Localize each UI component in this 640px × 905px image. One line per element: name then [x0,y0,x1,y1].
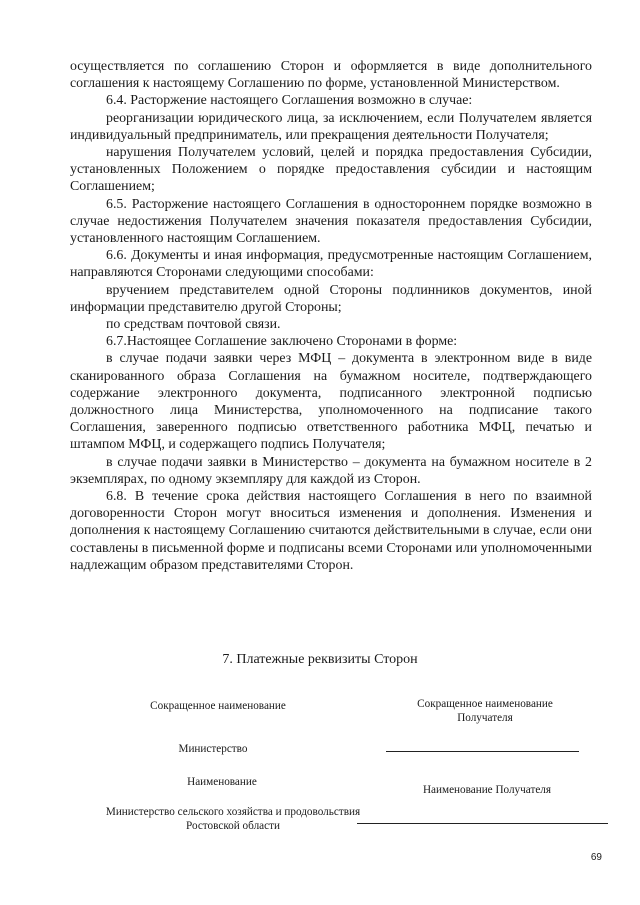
paragraph: нарушения Получателем условий, целей и порядка предоставления Субсидии, установленных Положением о порядке предоставления субсидии и настоящим Соглашением; [70,145,592,195]
recipient-short-name-blank-line [386,751,579,752]
section-title: 7. Платежные реквизиты Сторон [222,652,418,667]
left-short-name-value: Министерство [178,743,248,755]
agreement-body-text [70,58,592,574]
page-number: 69 [590,852,602,863]
paragraph: вручением представителем одной Стороны подлинников документов, иной информации представителю другой Стороны; [70,282,592,315]
paragraph: 6.5. Расторжение настоящего Соглашения в одностороннем порядке возможно в случае недостижения Получателем значения показателя предоставления Субсидии, установленного настоящим Соглашением. [70,196,592,247]
right-short-name-label: Сокращенное наименование Получателя [417,698,553,724]
left-name-value: Министерство сельского хозяйства и продовольствия Ростовской области [105,806,361,832]
right-name-label: Наименование Получателя [422,784,552,796]
left-name-label: Наименование [187,776,257,788]
paragraph: 6.6. Документы и иная информация, предусмотренные настоящим Соглашением, направляются Сторонами следующими способами: [70,248,592,281]
paragraph: 6.8. В течение срока действия настоящего Соглашения в него по взаимной договоренности Сторон могут вноситься изменения и дополнения. Изменения и дополнения к настоящему Соглашению считаются действительными в случае, если они составлены в письменной форме и подписаны всеми Сторонами или уполномоченными надлежащим образом представителями Сторон. [70,489,592,573]
paragraph: в случае подачи заявки через МФЦ – документа в электронном виде в виде сканированного образа Соглашения на бумажном носителе, подтверждающего содержание электронного документа, подписанного электронной подписью должностного лица Министерства, уполномоченного на подписание такого Соглашения, заверенного подписью ответственного работника МФЦ, печатью и штампом МФЦ, и содержащего подпись Получателя; [70,351,592,453]
paragraph: осуществляется по соглашению Сторон и оформляется в виде дополнительного соглашения к настоящему Соглашению по форме, установленной Министерством. [70,59,592,92]
paragraph: 6.7.Настоящее Соглашение заключено Сторонами в форме: [106,334,458,350]
paragraph: по средствам почтовой связи. [106,317,281,333]
paragraph: реорганизации юридического лица, за исключением, если Получателем является индивидуальный предприниматель, или прекращения деятельности Получателя; [70,110,592,143]
recipient-name-blank-line [357,823,608,824]
paragraph: 6.4. Расторжение настоящего Соглашения возможно в случае: [106,93,473,109]
left-short-name-label: Сокращенное наименование [150,700,286,712]
paragraph: в случае подачи заявки в Министерство – документа на бумажном носителе в 2 экземплярах, по одному экземпляру для каждой из Сторон. [70,454,592,487]
